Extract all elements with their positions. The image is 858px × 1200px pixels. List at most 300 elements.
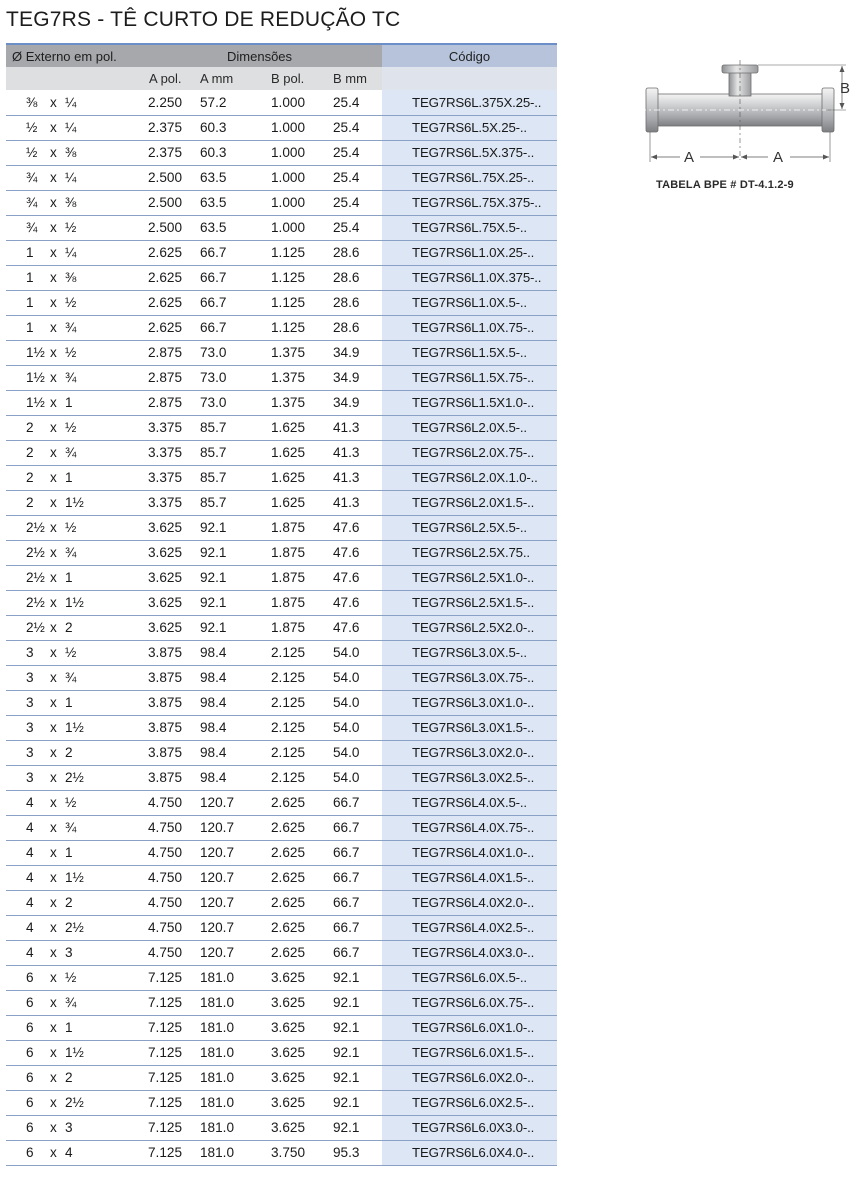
- cell-a-mm: 120.7: [197, 815, 261, 840]
- size-main: ½: [26, 145, 38, 160]
- cell-a-mm: 120.7: [197, 865, 261, 890]
- size-branch: 3: [65, 945, 73, 960]
- cell-b-mm: 25.4: [322, 215, 382, 240]
- cell-b-pol: 1.000: [261, 90, 322, 115]
- cell-a-pol: 7.125: [137, 1090, 197, 1115]
- size-branch: 1½: [65, 595, 84, 610]
- cell-b-pol: 3.625: [261, 965, 322, 990]
- size-main: ½: [26, 120, 38, 135]
- size-main: ¾: [26, 195, 38, 210]
- cell-code: TEG7RS6L.75X.25-..: [382, 165, 557, 190]
- size-main: 1: [26, 270, 34, 285]
- subheader-code-empty: [382, 67, 557, 90]
- cell-a-pol: 2.500: [137, 190, 197, 215]
- table-row: [6, 365, 557, 390]
- cell-a-pol: 3.875: [137, 665, 197, 690]
- cell-a-pol: 3.875: [137, 640, 197, 665]
- size-branch: ½: [65, 295, 77, 310]
- cell-code: TEG7RS6L3.0X1.5-..: [382, 715, 557, 740]
- cell-b-mm: 66.7: [322, 890, 382, 915]
- cell-code: TEG7RS6L1.0X.75-..: [382, 315, 557, 340]
- table-row: [6, 1115, 557, 1140]
- size-main: 2: [26, 420, 34, 435]
- cell-size: [6, 440, 137, 465]
- size-branch: 1: [65, 845, 73, 860]
- cell-b-mm: 41.3: [322, 415, 382, 440]
- size-branch: ¾: [65, 545, 77, 560]
- size-main: 1: [26, 295, 34, 310]
- cell-a-pol: 2.625: [137, 315, 197, 340]
- cell-b-mm: 28.6: [322, 315, 382, 340]
- a-arrow-3: [741, 155, 747, 160]
- table-row: [6, 390, 557, 415]
- size-main: 3: [26, 770, 34, 785]
- a-arrow-4: [823, 155, 829, 160]
- table-row: [6, 740, 557, 765]
- size-main: 4: [26, 845, 34, 860]
- cell-a-mm: 85.7: [197, 490, 261, 515]
- size-x: x: [50, 745, 57, 760]
- table-row: [6, 1065, 557, 1090]
- cell-size: [6, 840, 137, 865]
- table-row: [6, 715, 557, 740]
- cell-b-mm: 66.7: [322, 940, 382, 965]
- cell-a-pol: 4.750: [137, 915, 197, 940]
- cell-b-mm: 66.7: [322, 865, 382, 890]
- cell-code: TEG7RS6L4.0X1.5-..: [382, 865, 557, 890]
- size-x: x: [50, 720, 57, 735]
- table-row: [6, 1090, 557, 1115]
- diagram-caption: TABELA BPE # DT-4.1.2-9: [656, 179, 794, 191]
- size-branch: 2: [65, 620, 73, 635]
- cell-b-pol: 1.625: [261, 440, 322, 465]
- cell-b-mm: 47.6: [322, 515, 382, 540]
- table-row: [6, 565, 557, 590]
- size-branch: ¾: [65, 670, 77, 685]
- cell-a-mm: 73.0: [197, 390, 261, 415]
- cell-b-mm: 92.1: [322, 965, 382, 990]
- size-branch: ½: [65, 345, 77, 360]
- size-x: x: [50, 895, 57, 910]
- size-x: x: [50, 645, 57, 660]
- table-row: [6, 1040, 557, 1065]
- tee-diagram: [640, 60, 856, 170]
- cell-code: TEG7RS6L1.0X.375-..: [382, 265, 557, 290]
- cell-b-pol: 2.125: [261, 740, 322, 765]
- cell-code: TEG7RS6L3.0X.5-..: [382, 640, 557, 665]
- cell-code: TEG7RS6L.5X.375-..: [382, 140, 557, 165]
- table-row: [6, 1140, 557, 1165]
- cell-b-mm: 92.1: [322, 1015, 382, 1040]
- cell-b-pol: 3.750: [261, 1140, 322, 1165]
- table-row: [6, 940, 557, 965]
- cell-code: TEG7RS6L2.5X.5-..: [382, 515, 557, 540]
- cell-b-mm: 25.4: [322, 165, 382, 190]
- cell-a-mm: 120.7: [197, 915, 261, 940]
- cell-b-mm: 54.0: [322, 740, 382, 765]
- size-branch: 1½: [65, 495, 84, 510]
- cell-code: TEG7RS6L4.0X2.0-..: [382, 890, 557, 915]
- size-x: x: [50, 170, 57, 185]
- cell-b-pol: 1.375: [261, 340, 322, 365]
- size-x: x: [50, 370, 57, 385]
- size-x: x: [50, 395, 57, 410]
- cell-b-pol: 1.875: [261, 515, 322, 540]
- table-row: [6, 690, 557, 715]
- size-main: 3: [26, 670, 34, 685]
- table-row: [6, 465, 557, 490]
- cell-b-mm: 34.9: [322, 390, 382, 415]
- cell-a-mm: 73.0: [197, 340, 261, 365]
- cell-b-mm: 28.6: [322, 240, 382, 265]
- size-main: 1½: [26, 345, 45, 360]
- table-row: [6, 315, 557, 340]
- cell-a-mm: 181.0: [197, 990, 261, 1015]
- subheader-a-mm: A mm: [197, 67, 261, 90]
- cell-a-mm: 98.4: [197, 715, 261, 740]
- size-x: x: [50, 470, 57, 485]
- size-x: x: [50, 795, 57, 810]
- cell-b-mm: 54.0: [322, 690, 382, 715]
- cell-code: TEG7RS6L6.0X4.0-..: [382, 1140, 557, 1165]
- cell-size: [6, 790, 137, 815]
- size-main: 2½: [26, 620, 45, 635]
- cell-a-mm: 66.7: [197, 290, 261, 315]
- cell-a-pol: 7.125: [137, 965, 197, 990]
- size-branch: 3: [65, 1120, 73, 1135]
- cell-b-mm: 54.0: [322, 665, 382, 690]
- size-branch: 2: [65, 895, 73, 910]
- size-main: 1½: [26, 395, 45, 410]
- size-branch: ¾: [65, 320, 77, 335]
- size-x: x: [50, 920, 57, 935]
- cell-size: [6, 265, 137, 290]
- cell-a-pol: 2.875: [137, 365, 197, 390]
- table-header-row: [6, 44, 557, 67]
- size-branch: 1: [65, 695, 73, 710]
- cell-size: [6, 590, 137, 615]
- cell-a-mm: 63.5: [197, 190, 261, 215]
- cell-size: [6, 115, 137, 140]
- cell-b-pol: 1.625: [261, 490, 322, 515]
- table-row: [6, 215, 557, 240]
- size-main: ¾: [26, 220, 38, 235]
- size-branch: ½: [65, 970, 77, 985]
- size-main: 6: [26, 1095, 34, 1110]
- cell-size: [6, 640, 137, 665]
- cell-a-mm: 60.3: [197, 115, 261, 140]
- table-row: [6, 90, 557, 115]
- cell-b-pol: 2.125: [261, 715, 322, 740]
- cell-b-pol: 1.375: [261, 390, 322, 415]
- cell-code: TEG7RS6L.75X.375-..: [382, 190, 557, 215]
- table-row: [6, 140, 557, 165]
- cell-a-mm: 63.5: [197, 165, 261, 190]
- cell-b-mm: 92.1: [322, 990, 382, 1015]
- cell-size: [6, 190, 137, 215]
- table-row: [6, 665, 557, 690]
- cell-code: TEG7RS6L2.0X.75-..: [382, 440, 557, 465]
- cell-b-mm: 41.3: [322, 490, 382, 515]
- b-arrow-top: [840, 66, 845, 72]
- cell-size: [6, 915, 137, 940]
- size-branch: ½: [65, 645, 77, 660]
- cell-size: [6, 365, 137, 390]
- cell-code: TEG7RS6L6.0X2.0-..: [382, 1065, 557, 1090]
- size-main: 1: [26, 245, 34, 260]
- table-row: [6, 165, 557, 190]
- cell-code: TEG7RS6L4.0X3.0-..: [382, 940, 557, 965]
- cell-b-mm: 54.0: [322, 765, 382, 790]
- cell-code: TEG7RS6L1.0X.25-..: [382, 240, 557, 265]
- cell-size: [6, 1090, 137, 1115]
- table-row: [6, 440, 557, 465]
- cell-b-pol: 1.000: [261, 115, 322, 140]
- cell-a-mm: 120.7: [197, 790, 261, 815]
- cell-a-mm: 120.7: [197, 940, 261, 965]
- cell-size: [6, 215, 137, 240]
- size-branch: 1: [65, 395, 73, 410]
- cell-b-pol: 1.875: [261, 565, 322, 590]
- cell-b-mm: 47.6: [322, 540, 382, 565]
- cell-a-pol: 3.625: [137, 590, 197, 615]
- cell-b-mm: 92.1: [322, 1065, 382, 1090]
- cell-b-pol: 3.625: [261, 1065, 322, 1090]
- cell-b-pol: 2.625: [261, 890, 322, 915]
- size-x: x: [50, 345, 57, 360]
- cell-b-pol: 2.625: [261, 915, 322, 940]
- size-x: x: [50, 595, 57, 610]
- size-branch: ¼: [65, 94, 77, 110]
- cell-a-pol: 3.875: [137, 740, 197, 765]
- table-row: [6, 640, 557, 665]
- cell-code: TEG7RS6L.75X.5-..: [382, 215, 557, 240]
- table-row: [6, 515, 557, 540]
- cell-a-mm: 98.4: [197, 765, 261, 790]
- cell-b-pol: 1.375: [261, 365, 322, 390]
- cell-b-mm: 92.1: [322, 1115, 382, 1140]
- table-row: [6, 415, 557, 440]
- cell-b-mm: 25.4: [322, 190, 382, 215]
- cell-b-pol: 1.000: [261, 165, 322, 190]
- cell-a-pol: 2.625: [137, 265, 197, 290]
- label-a-right: A: [773, 149, 784, 166]
- cell-size: [6, 665, 137, 690]
- table-row: [6, 1015, 557, 1040]
- size-main: ⅜: [26, 94, 38, 110]
- table-row: [6, 115, 557, 140]
- header-code: Código: [382, 44, 557, 67]
- cell-a-mm: 85.7: [197, 415, 261, 440]
- subheader-a-pol: A pol.: [137, 67, 197, 90]
- size-branch: ½: [65, 220, 77, 235]
- cell-size: [6, 965, 137, 990]
- table-row: [6, 190, 557, 215]
- table-row: [6, 840, 557, 865]
- cell-b-pol: 2.125: [261, 640, 322, 665]
- cell-size: [6, 1115, 137, 1140]
- size-branch: ¼: [65, 120, 77, 135]
- cell-a-pol: 7.125: [137, 1140, 197, 1165]
- cell-size: [6, 340, 137, 365]
- size-main: 6: [26, 1070, 34, 1085]
- cell-a-mm: 181.0: [197, 1140, 261, 1165]
- table-row: [6, 915, 557, 940]
- table-subheader-row: [6, 67, 557, 90]
- cell-a-pol: 3.625: [137, 540, 197, 565]
- size-main: 6: [26, 970, 34, 985]
- cell-a-pol: 3.375: [137, 440, 197, 465]
- cell-b-pol: 1.125: [261, 315, 322, 340]
- cell-b-pol: 1.000: [261, 190, 322, 215]
- cell-size: [6, 140, 137, 165]
- cell-code: TEG7RS6L6.0X1.5-..: [382, 1040, 557, 1065]
- cell-b-mm: 54.0: [322, 715, 382, 740]
- size-main: 1: [26, 320, 34, 335]
- cell-a-pol: 3.375: [137, 465, 197, 490]
- cell-b-mm: 25.4: [322, 140, 382, 165]
- cell-size: [6, 715, 137, 740]
- size-x: x: [50, 1120, 57, 1135]
- size-x: x: [50, 570, 57, 585]
- cell-code: TEG7RS6L4.0X.75-..: [382, 815, 557, 840]
- cell-code: TEG7RS6L6.0X.5-..: [382, 965, 557, 990]
- label-b: B: [840, 80, 851, 97]
- cell-a-mm: 66.7: [197, 265, 261, 290]
- size-x: x: [50, 1070, 57, 1085]
- size-branch: ¾: [65, 445, 77, 460]
- cell-code: TEG7RS6L6.0X2.5-..: [382, 1090, 557, 1115]
- cell-a-pol: 2.875: [137, 340, 197, 365]
- cell-size: [6, 690, 137, 715]
- size-branch: 1: [65, 470, 73, 485]
- cell-code: TEG7RS6L2.5X.75..: [382, 540, 557, 565]
- size-main: 2½: [26, 545, 45, 560]
- size-main: 4: [26, 870, 34, 885]
- size-main: 4: [26, 945, 34, 960]
- cell-a-pol: 4.750: [137, 790, 197, 815]
- cell-b-pol: 2.625: [261, 840, 322, 865]
- size-x: x: [50, 620, 57, 635]
- cell-code: TEG7RS6L6.0X3.0-..: [382, 1115, 557, 1140]
- cell-b-pol: 1.125: [261, 290, 322, 315]
- cell-a-mm: 66.7: [197, 240, 261, 265]
- size-branch: ¾: [65, 820, 77, 835]
- cell-b-pol: 1.125: [261, 265, 322, 290]
- size-branch: ½: [65, 795, 77, 810]
- cell-a-pol: 3.375: [137, 490, 197, 515]
- cell-a-pol: 3.875: [137, 715, 197, 740]
- cell-b-pol: 2.125: [261, 765, 322, 790]
- cell-size: [6, 390, 137, 415]
- cell-b-pol: 1.125: [261, 240, 322, 265]
- table-row: [6, 865, 557, 890]
- size-main: 2: [26, 495, 34, 510]
- cell-b-mm: 47.6: [322, 615, 382, 640]
- size-x: x: [50, 270, 57, 285]
- cell-a-pol: 2.375: [137, 115, 197, 140]
- size-x: x: [50, 970, 57, 985]
- cell-b-mm: 41.3: [322, 465, 382, 490]
- cell-a-pol: 3.625: [137, 515, 197, 540]
- size-x: x: [50, 495, 57, 510]
- cell-code: TEG7RS6L.375X.25-..: [382, 90, 557, 115]
- cell-b-mm: 47.6: [322, 590, 382, 615]
- cell-size: [6, 1040, 137, 1065]
- size-x: x: [50, 94, 57, 110]
- cell-size: [6, 315, 137, 340]
- size-branch: ¾: [65, 370, 77, 385]
- cell-a-mm: 85.7: [197, 440, 261, 465]
- cell-size: [6, 290, 137, 315]
- cell-a-mm: 60.3: [197, 140, 261, 165]
- cell-a-pol: 4.750: [137, 890, 197, 915]
- cell-b-mm: 95.3: [322, 1140, 382, 1165]
- cell-b-mm: 25.4: [322, 90, 382, 115]
- table-row: [6, 990, 557, 1015]
- cell-a-mm: 98.4: [197, 640, 261, 665]
- cell-a-mm: 98.4: [197, 740, 261, 765]
- cell-code: TEG7RS6L.5X.25-..: [382, 115, 557, 140]
- cell-size: [6, 90, 137, 115]
- cell-size: [6, 865, 137, 890]
- size-branch: ⅜: [65, 145, 77, 160]
- cell-size: [6, 1015, 137, 1040]
- header-dimensions: Dimensões: [137, 44, 382, 67]
- cell-a-pol: 4.750: [137, 940, 197, 965]
- size-x: x: [50, 1095, 57, 1110]
- cell-a-pol: 7.125: [137, 1015, 197, 1040]
- table-row: [6, 590, 557, 615]
- cell-b-mm: 66.7: [322, 840, 382, 865]
- size-branch: 1: [65, 1020, 73, 1035]
- cell-a-mm: 98.4: [197, 665, 261, 690]
- cell-b-mm: 34.9: [322, 340, 382, 365]
- size-main: 6: [26, 1145, 34, 1160]
- size-x: x: [50, 1045, 57, 1060]
- size-x: x: [50, 195, 57, 210]
- cell-a-pol: 3.875: [137, 690, 197, 715]
- cell-size: [6, 165, 137, 190]
- cell-a-pol: 2.625: [137, 290, 197, 315]
- cell-b-mm: 66.7: [322, 790, 382, 815]
- size-x: x: [50, 695, 57, 710]
- size-x: x: [50, 995, 57, 1010]
- header-size: Ø Externo em pol.: [6, 44, 137, 67]
- size-main: 3: [26, 695, 34, 710]
- cell-b-mm: 92.1: [322, 1090, 382, 1115]
- size-x: x: [50, 295, 57, 310]
- cell-b-pol: 3.625: [261, 1090, 322, 1115]
- size-x: x: [50, 120, 57, 135]
- cell-b-pol: 3.625: [261, 1115, 322, 1140]
- cell-a-mm: 66.7: [197, 315, 261, 340]
- cell-b-mm: 41.3: [322, 440, 382, 465]
- size-main: 2: [26, 445, 34, 460]
- cell-b-pol: 3.625: [261, 990, 322, 1015]
- cell-size: [6, 990, 137, 1015]
- size-main: 4: [26, 920, 34, 935]
- cell-b-mm: 47.6: [322, 565, 382, 590]
- subheader-b-pol: B pol.: [261, 67, 322, 90]
- size-branch: 1: [65, 570, 73, 585]
- size-main: 2½: [26, 595, 45, 610]
- cell-a-pol: 2.500: [137, 215, 197, 240]
- size-x: x: [50, 770, 57, 785]
- cell-b-mm: 66.7: [322, 915, 382, 940]
- cell-size: [6, 240, 137, 265]
- cell-a-pol: 3.375: [137, 415, 197, 440]
